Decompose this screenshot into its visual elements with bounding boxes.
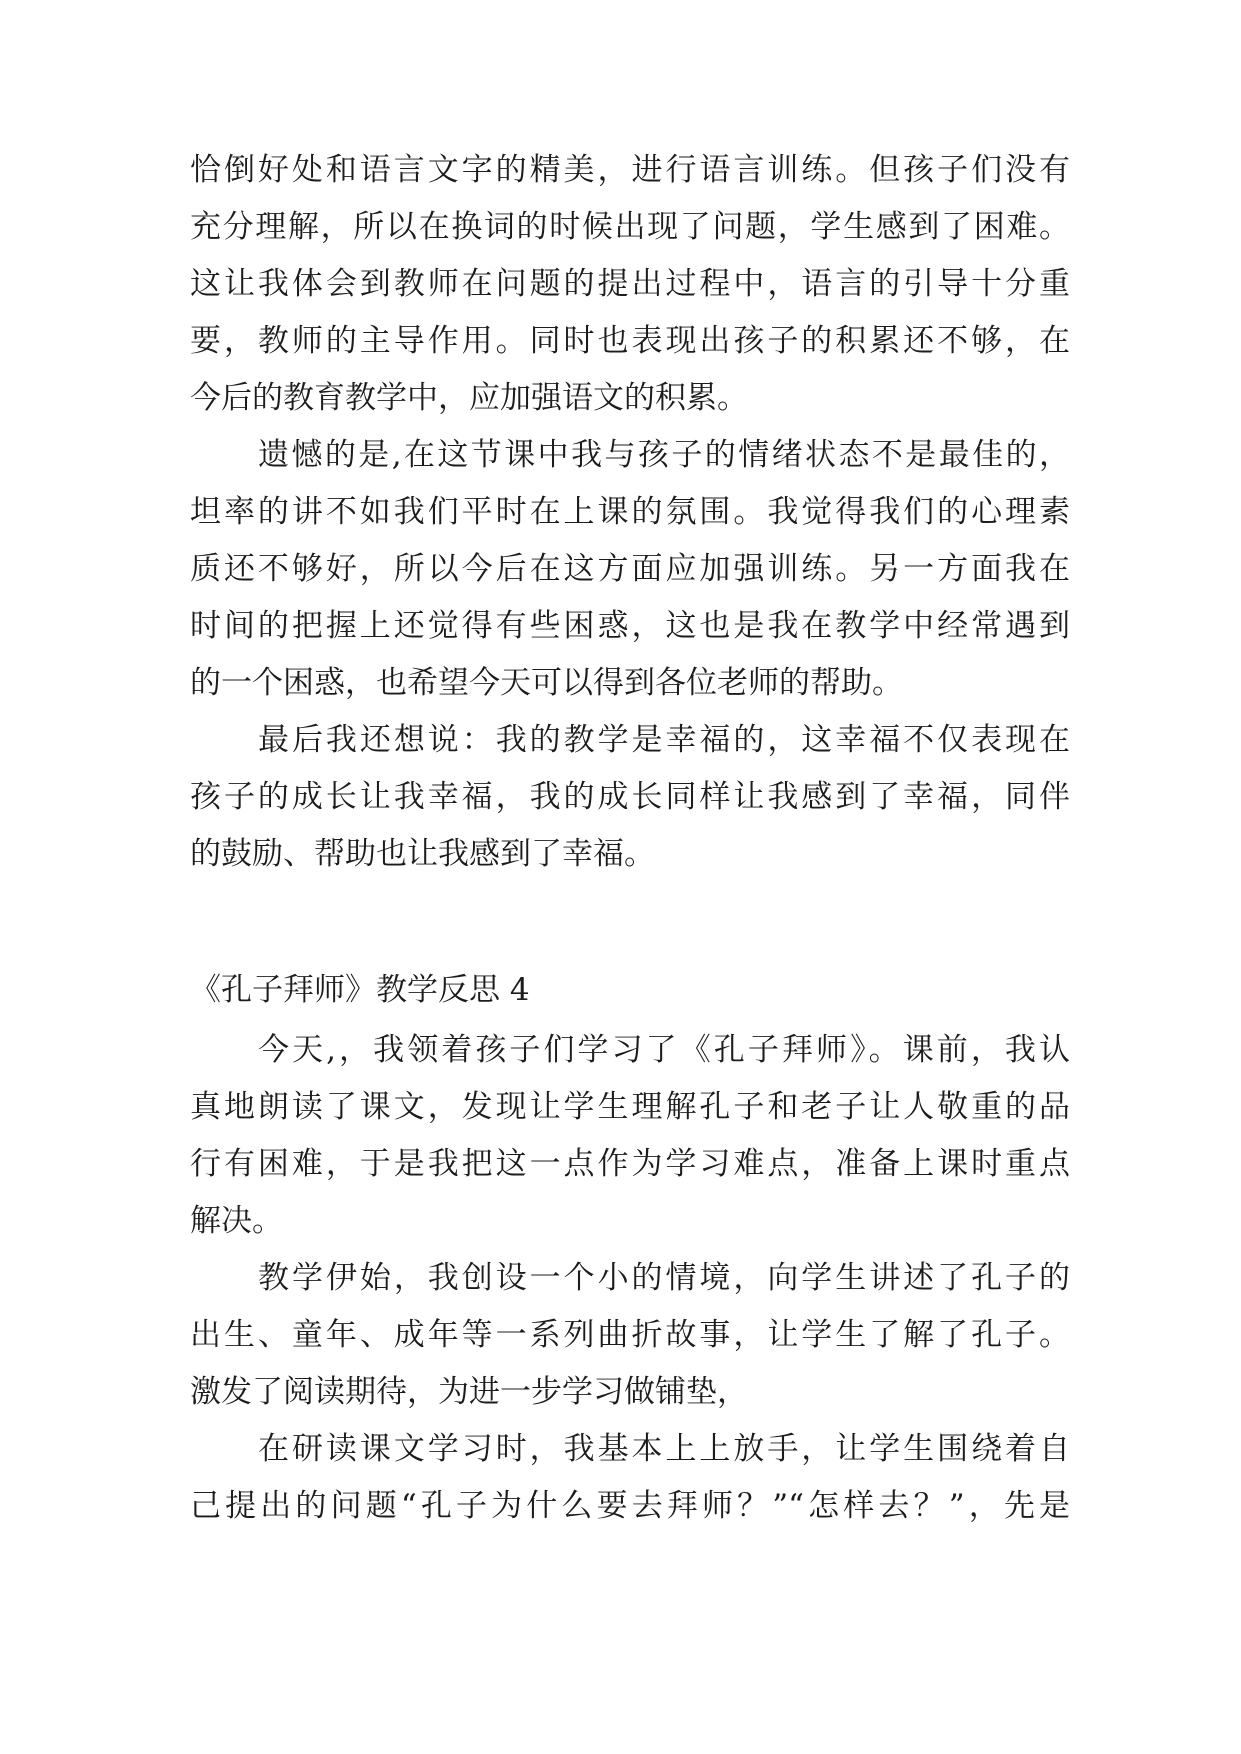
text-line: 己提出的问题“孔子为什么要去拜师？”“怎样去？”，先是 [190,1488,1070,1524]
section-title: 《孔子拜师》教学反思 4 [190,972,530,1008]
text-line: 恰倒好处和语言文字的精美，进行语言训练。但孩子们没有 [190,152,1070,188]
text-line: 坦率的讲不如我们平时在上课的氛围。我觉得我们的心理素 [190,494,1070,530]
text-line: 出生、童年、成年等一系列曲折故事，让学生了解了孔子。 [190,1317,1070,1353]
text-line: 真地朗读了课文，发现让学生理解孔子和老子让人敬重的品 [190,1089,1070,1125]
text-line: 遗憾的是,在这节课中我与孩子的情绪状态不是最佳的， [258,437,1070,473]
text-line: 的一个困惑，也希望今天可以得到各位老师的帮助。 [190,665,903,701]
text-line: 时间的把握上还觉得有些困惑，这也是我在教学中经常遇到 [190,608,1070,644]
text-line: 行有困难，于是我把这一点作为学习难点，准备上课时重点 [190,1146,1070,1182]
text-line: 最后我还想说：我的教学是幸福的，这幸福不仅表现在 [258,722,1070,758]
text-line: 的鼓励、帮助也让我感到了幸福。 [190,836,655,872]
text-line: 在研读课文学习时，我基本上上放手，让学生围绕着自 [258,1431,1070,1467]
text-line: 今后的教育教学中，应加强语文的积累。 [190,380,748,416]
text-line: 充分理解，所以在换词的时候出现了问题，学生感到了困难。 [190,209,1070,245]
text-line: 教学伊始，我创设一个小的情境，向学生讲述了孔子的 [258,1260,1070,1296]
text-line: 孩子的成长让我幸福，我的成长同样让我感到了幸福，同伴 [190,779,1070,815]
text-line: 今天,，我领着孩子们学习了《孔子拜师》。课前，我认 [258,1032,1070,1068]
text-line: 解决。 [190,1203,283,1239]
text-line: 质还不够好，所以今后在这方面应加强训练。另一方面我在 [190,551,1070,587]
text-line: 这让我体会到教师在问题的提出过程中，语言的引导十分重 [190,266,1070,302]
text-line: 要，教师的主导作用。同时也表现出孩子的积累还不够，在 [190,323,1070,359]
text-line: 激发了阅读期待，为进一步学习做铺垫， [190,1374,748,1410]
